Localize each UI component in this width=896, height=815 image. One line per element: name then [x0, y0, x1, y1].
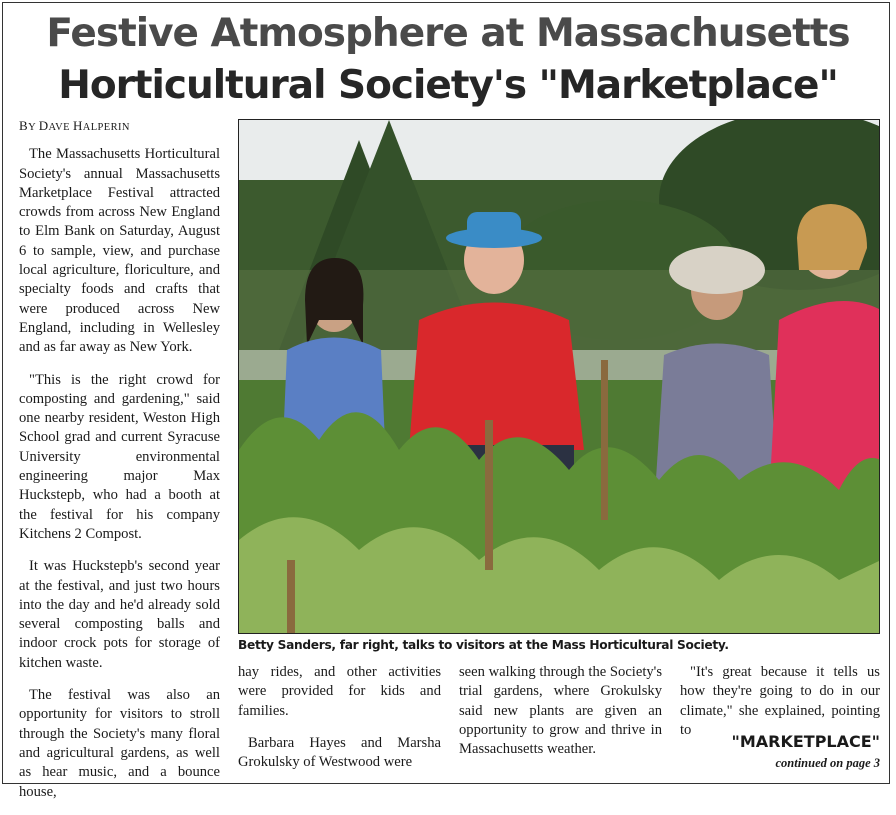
photo-person-center-hat-crown: [467, 212, 521, 240]
headline-line-2: Horticultural Society's "Marketplace": [58, 63, 838, 108]
paragraph: "This is the right crowd for composting and gardening," said one nearby resident, Weston High School grad and current Syracuse University environmental engineering major Max Huckstepb, who had a booth at the festival for his company Kitchens 2 Compost.: [19, 371, 220, 542]
photo-caption: Betty Sanders, far right, talks to visitors at the Mass Horticultural Society.: [238, 638, 729, 652]
photo-stake: [485, 420, 493, 570]
paragraph: hay rides, and other activities were provided for kids and families.: [238, 664, 441, 719]
byline-first-cap: D: [38, 118, 49, 133]
byline-by-rest: Y: [28, 122, 39, 133]
garden-photo: [238, 119, 880, 634]
byline-last-cap: H: [72, 118, 83, 133]
jump-heading: "MARKETPLACE": [731, 732, 880, 751]
headline-line-1: Festive Atmosphere at Massachusetts: [46, 11, 850, 56]
paragraph: The Massachusetts Horticultural Society's annual Massachusetts Marketplace Festival attracted crowds from across New England to Elm Bank on Saturday, August 6 to sample, view, and purchase local agriculture, floriculture, and specialty foods and crafts that were produced across New England, including in Wellesley and as far away as New York.: [19, 146, 220, 356]
continued-on-page-link[interactable]: continued on page 3: [775, 756, 880, 770]
paragraph: It was Huckstepb's second year at the festival, and just two hours into the day and he'd already sold several composting balls and indoor crock pots for storage of kitchen waste.: [19, 558, 220, 671]
byline: [19, 116, 220, 137]
headline: [0, 8, 896, 112]
paragraph: The festival was also an opportunity for visitors to stroll through the Society's many floral and agricultural gardens, as well as hear music, and a bounce house,: [19, 687, 220, 800]
byline-first-rest: AVE: [48, 122, 73, 133]
article-column-2: [238, 663, 441, 785]
photo-stake-2: [287, 560, 295, 634]
article-column-1: [19, 116, 220, 815]
paragraph: Barbara Hayes and Marsha Grokulsky of Westwood were: [238, 734, 441, 771]
paragraph: seen walking through the Society's trial gardens, where Grokulsky said new plants are given an opportunity to grow and thrive in Massachusetts weather.: [459, 664, 662, 758]
garden-photo-illustration: [239, 120, 880, 634]
photo-person-right-hat: [669, 246, 765, 294]
paragraph: "It's great because it tells us how they're going to do in our climate," she explained, pointing to: [680, 664, 880, 738]
article-column-3: [459, 663, 662, 772]
continuation-jump: [680, 732, 880, 772]
byline-last-rest: ALPERIN: [82, 122, 130, 133]
byline-by-cap: B: [19, 118, 29, 133]
photo-stake-3: [601, 360, 608, 520]
